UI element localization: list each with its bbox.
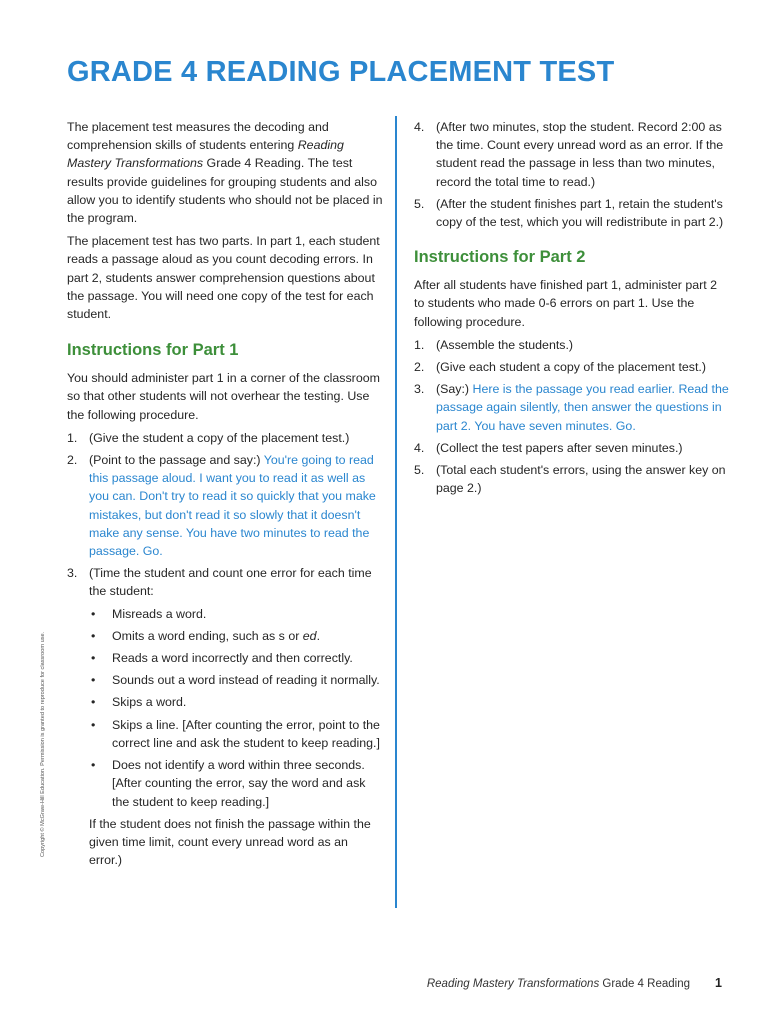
- part1-step-2: [67, 451, 383, 560]
- error-text: or: [284, 628, 303, 643]
- part1-step-4: [414, 118, 730, 191]
- page-title: GRADE 4 READING PLACEMENT TEST: [67, 56, 615, 88]
- step-text: (Say:): [436, 382, 473, 397]
- page-footer: [427, 978, 690, 990]
- part2-step-4: [414, 439, 730, 457]
- right-column: [414, 118, 730, 501]
- part1-steps: [67, 429, 383, 869]
- teacher-script: You're going to read this passage aloud. I want you to read it as well as you can. Don't try to read it so quickly that you make mistakes, but don't read it so slowly that it doesn't make any sense. You have two minutes to read the passage. Go.: [89, 453, 376, 559]
- part1-step-3: [67, 564, 383, 869]
- part2-intro: After all students have finished part 1, administer part 2 to students who made 0-6 errors on part 1. Use the following procedure.: [414, 278, 718, 329]
- error-text: .: [316, 628, 321, 643]
- part2-steps: [414, 336, 730, 498]
- footer-grade: Grade 4 Reading: [599, 978, 690, 990]
- step-text: (Collect the test papers after seven minutes.): [436, 440, 683, 455]
- step-number: 4.: [414, 120, 425, 134]
- step-number: 1.: [67, 430, 78, 445]
- step3-note: If the student does not finish the passage within the given time limit, count every unread word as an error.): [89, 816, 371, 868]
- part1-step-1: [67, 429, 383, 447]
- teacher-script: Here is the passage you read earlier. Read the passage again silently, then answer the questions in part 2. You have seven minutes. Go.: [436, 382, 729, 433]
- part2-step-2: [414, 358, 730, 376]
- step-text: (Give the student a copy of the placement test.): [89, 430, 350, 445]
- error-item: [89, 605, 383, 623]
- intro-paragraph-2: The placement test has two parts. In part 1, each student reads a passage aloud as you count decoding errors. In part 2, students answer comprehension questions about the passage. You will need one copy of the test for each student.: [67, 234, 380, 322]
- step-number: 2.: [67, 453, 78, 468]
- error-item: [89, 756, 383, 811]
- bullet-icon: •: [91, 758, 96, 773]
- step-number: 5.: [414, 196, 425, 211]
- error-item: [89, 671, 383, 689]
- page-number: 1: [715, 976, 722, 990]
- step-number: 4.: [414, 440, 425, 455]
- error-text: s: [278, 628, 285, 643]
- error-item: [89, 649, 383, 667]
- footer-program: Reading Mastery Transformations: [426, 978, 600, 990]
- error-item: [89, 716, 383, 752]
- part1-intro: You should administer part 1 in a corner of the classroom so that other students will not overhear the testing. Use the following procedure.: [67, 371, 380, 422]
- error-text: Misreads a word.: [112, 606, 207, 621]
- error-text: Omits a word ending, such as: [112, 628, 279, 643]
- bullet-icon: •: [91, 651, 96, 666]
- intro-text: The placement test measures the decoding and comprehension skills of students entering: [67, 120, 329, 153]
- column-divider: [395, 116, 397, 908]
- step-text: (Time the student and count one error for each time the student:: [89, 566, 372, 599]
- error-item: [89, 693, 383, 711]
- part1-steps-continued: [414, 118, 730, 231]
- bullet-icon: •: [91, 628, 96, 643]
- bullet-icon: •: [91, 606, 96, 621]
- part1-step-5: [414, 195, 730, 231]
- step-text: (After two minutes, stop the student. Record 2:00 as the time. Count every unread word as an error. If the student read the passage in less than two minutes, record the total time to read.): [436, 120, 724, 189]
- intro-paragraph-1: [67, 118, 383, 227]
- step-number: 3.: [67, 566, 78, 581]
- step-number: 5.: [414, 463, 425, 478]
- program-name: Reading Mastery Transformations: [67, 138, 344, 171]
- step-number: 3.: [414, 382, 425, 397]
- error-item: [89, 627, 383, 645]
- left-column: [67, 118, 383, 874]
- part2-heading: Instructions for Part 2: [414, 248, 586, 267]
- intro-text: Grade 4 Reading. The test results provide guidelines for grouping students and also allow you to identify students who should not be placed in the program.: [67, 156, 383, 226]
- part1-heading: Instructions for Part 1: [67, 341, 239, 360]
- part2-step-3: [414, 380, 730, 435]
- step-text: (Assemble the students.): [436, 337, 574, 352]
- bullet-icon: •: [91, 717, 96, 732]
- step-text: (After the student finishes part 1, retain the student's copy of the test, which you will redistribute in part 2.): [436, 196, 724, 230]
- bullet-icon: •: [91, 695, 96, 710]
- step-number: 2.: [414, 360, 425, 375]
- error-text: Does not identify a word within three seconds. [After counting the error, say the word and ask the student to keep reading.]: [112, 758, 366, 809]
- part2-step-1: [414, 336, 730, 354]
- copyright-notice: Copyright © McGraw-Hill Education. Permission is granted to reproduce for classroom use.: [40, 631, 46, 857]
- step-text: (Point to the passage and say:): [89, 453, 264, 468]
- error-list: [89, 605, 383, 811]
- error-text: Reads a word incorrectly and then correctly.: [112, 651, 353, 666]
- part2-step-5: [414, 461, 730, 497]
- error-text: Skips a line. [After counting the error, point to the correct line and ask the student to keep reading.]: [112, 717, 380, 750]
- error-text: Skips a word.: [112, 695, 187, 710]
- step-text: (Total each student's errors, using the answer key on page 2.): [436, 463, 726, 496]
- error-text: ed: [302, 628, 317, 643]
- bullet-icon: •: [91, 673, 96, 688]
- step-text: (Give each student a copy of the placement test.): [436, 360, 706, 375]
- error-text: Sounds out a word instead of reading it normally.: [112, 673, 380, 688]
- step-number: 1.: [414, 337, 425, 352]
